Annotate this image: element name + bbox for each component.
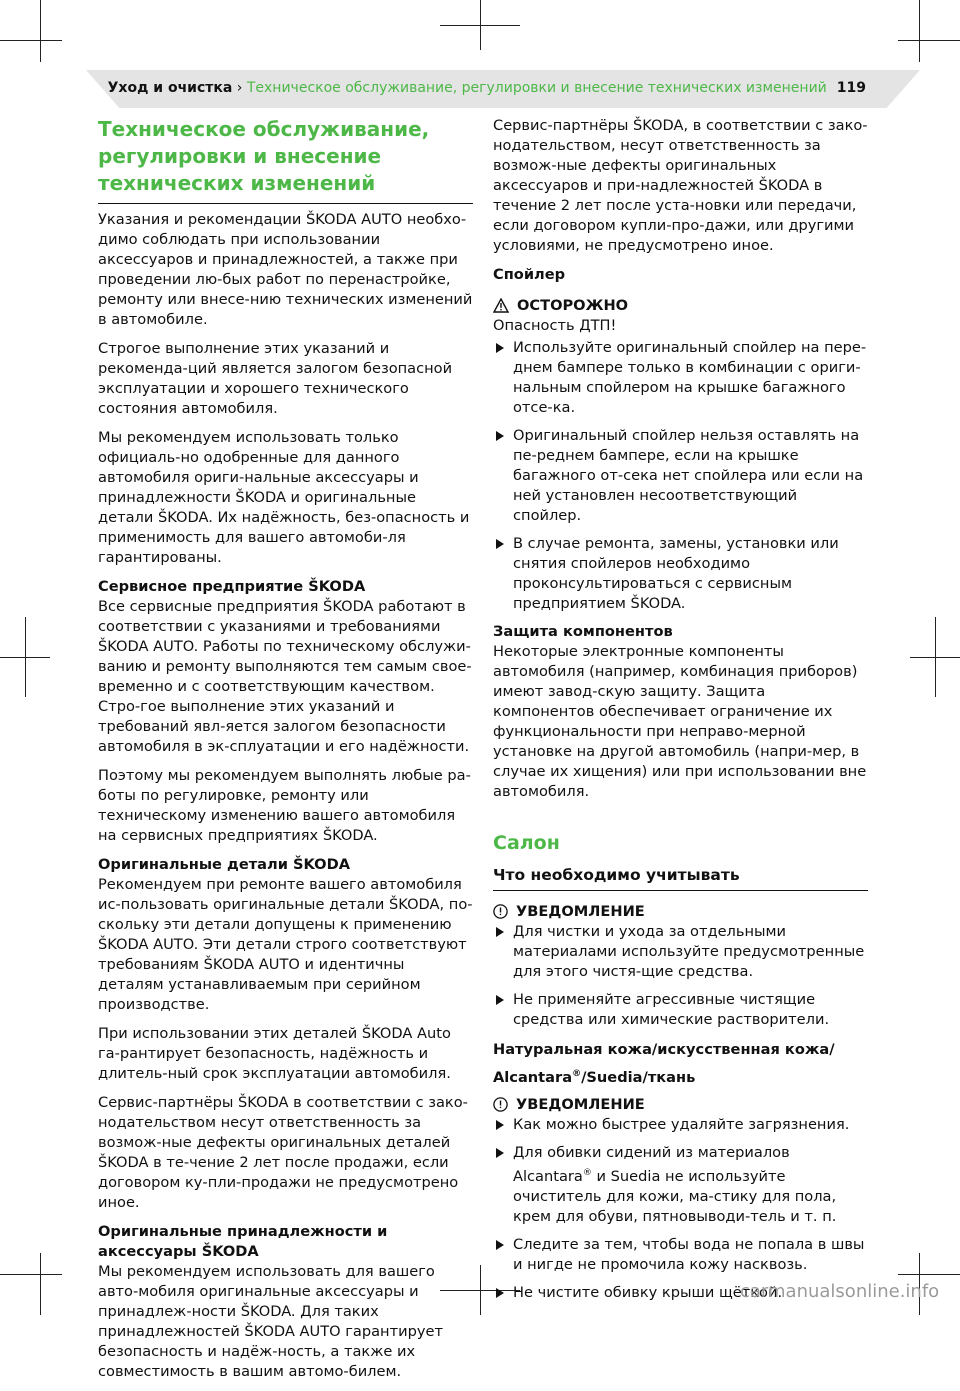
header-section: Уход и очистка bbox=[107, 80, 233, 96]
list-item: Как можно быстрее удаляйте загрязнения. bbox=[493, 1115, 868, 1135]
right-column bbox=[493, 116, 868, 1311]
list-item: В случае ремонта, замены, установки или снятия спойлеров необходимо проконсультироваться с сервисным предприятием ŠKODA. bbox=[493, 534, 868, 614]
notice-icon bbox=[493, 1097, 508, 1112]
header-subsection: Техническое обслуживание, регулировки и внесение технических изменений bbox=[246, 80, 827, 96]
bullet-arrow-icon bbox=[496, 1240, 504, 1250]
consider-heading: Что необходимо учитывать bbox=[493, 866, 868, 891]
protection-text: Некоторые электронные компоненты автомобиля (например, комбинация приборов) имеют завод-скую защиту. Защита компонентов обеспечивает ограничение их функциональности при неправо-мерной установке на другой автомобиль (напри-мер, в случае их хищения) или при использовании вне автомобиля. bbox=[493, 643, 867, 800]
notice-title: УВЕДОМЛЕНИЕ bbox=[493, 1096, 868, 1113]
service-heading: Сервисное предприятие ŠKODA bbox=[98, 578, 366, 595]
leather-heading: Натуральная кожа/искусственная кожа/ Alcantara®/Suedia/ткань bbox=[493, 1041, 835, 1086]
crop-mark bbox=[0, 1274, 62, 1275]
bullet-arrow-icon bbox=[496, 1288, 504, 1298]
notice-title: УВЕДОМЛЕНИЕ bbox=[493, 903, 868, 920]
crop-mark bbox=[40, 0, 41, 62]
caution-title: ОСТОРОЖНО bbox=[493, 297, 868, 314]
accessories-heading: Оригинальные принадлежности и аксессуары ŠKODA bbox=[98, 1223, 388, 1260]
list-item: Для обивки сидений из материалов Alcantara® и Suedia не используйте очиститель для кожи, ма-стику для пола, крем для обуви, пятновыводи-тель и т. п. bbox=[493, 1143, 868, 1227]
paragraph: При использовании этих деталей ŠKODA Auto га-рантирует безопасность, надёжность и длитель-ный срок эксплуатации автомобиля. bbox=[98, 1025, 451, 1082]
paragraph: Мы рекомендуем использовать только официаль-но одобренные для данного автомобиля ориги-нальные аксессуары и принадлежности ŠKODA и оригинальные детали ŠKODA. Их надёжность, без-опасность и применимость для вашего автомоби-ля гарантированы. bbox=[98, 429, 470, 566]
crop-mark bbox=[919, 0, 920, 62]
protection-block bbox=[493, 622, 868, 802]
watermark: carmanualsonline.info bbox=[740, 1281, 940, 1302]
left-column bbox=[98, 116, 473, 1391]
protection-heading: Защита компонентов bbox=[493, 623, 673, 640]
crop-mark bbox=[440, 25, 520, 26]
crop-mark bbox=[0, 657, 50, 658]
bullet-arrow-icon bbox=[496, 1148, 504, 1158]
list-item: Оригинальный спойлер нельзя оставлять на пе-реднем бампере, если на крышке багажного от-сека нет спойлера или если на ней установлен несоответствующий спойлер. bbox=[493, 426, 868, 526]
list-item: Следите за тем, чтобы вода не попала в швы и нигде не промочила кожу насквозь. bbox=[493, 1235, 868, 1275]
page-number: 119 bbox=[836, 80, 866, 96]
warning-icon bbox=[493, 298, 509, 313]
notice-list bbox=[493, 922, 868, 1030]
bullet-arrow-icon bbox=[496, 343, 504, 353]
crop-mark bbox=[898, 1274, 960, 1275]
bullet-arrow-icon bbox=[496, 995, 504, 1005]
notice-icon bbox=[493, 904, 508, 919]
paragraph: Поэтому мы рекомендуем выполнять любые ра-боты по регулировке, ремонту или техническому изменению вашего автомобиля на сервисных предприятиях ŠKODA. bbox=[98, 767, 471, 844]
parts-block bbox=[98, 855, 473, 1015]
list-item: Не чистите обивку крыши щёткой. bbox=[493, 1283, 868, 1303]
list-item: Для чистки и ухода за отдельными материалами используйте предусмотренные для этого чистя-щие средства. bbox=[493, 922, 868, 982]
crop-mark bbox=[40, 1253, 41, 1315]
bullet-arrow-icon bbox=[496, 431, 504, 441]
accessories-text: Мы рекомендуем использовать для вашего авто-мобиля оригинальные аксессуары и принадлеж-ности ŠKODA. Для таких принадлежностей ŠKODA AUTO гарантирует безопасность и надёж-ность, а также их совместимость в вашим автомо-билем. bbox=[98, 1263, 443, 1380]
accessories-block bbox=[98, 1222, 473, 1382]
caution-text: Опасность ДТП! bbox=[493, 317, 617, 334]
paragraph: Указания и рекомендации ŠKODA AUTO необхо-димо соблюдать при использовании аксессуаров и принадлежностей, а также при проведении лю-бых работ по перенастройке, ремонту или внесе-нию технических изменений в автомобиле. bbox=[98, 211, 473, 328]
header-separator: › bbox=[232, 80, 247, 96]
parts-text: Рекомендуем при ремонте вашего автомобиля ис-пользовать оригинальные детали ŠKODA, по-скольку эти детали допущены к применению ŠKODA AUTO. Эти детали строго соответствуют требованиям ŠKODA AUTO и идентичны деталям устанавливаемым при серийном производстве. bbox=[98, 876, 473, 1013]
parts-heading: Оригинальные детали ŠKODA bbox=[98, 856, 350, 873]
paragraph: Строгое выполнение этих указаний и рекоменда-ций является залогом безопасной эксплуатации и хорошего технического состояния автомобиля. bbox=[98, 340, 453, 417]
bullet-arrow-icon bbox=[496, 539, 504, 549]
crop-mark bbox=[910, 657, 960, 658]
running-header bbox=[0, 80, 866, 96]
bullet-arrow-icon bbox=[496, 927, 504, 937]
crop-mark bbox=[898, 40, 960, 41]
list-item: Не применяйте агрессивные чистящие средства или химические растворители. bbox=[493, 990, 868, 1030]
notice-list bbox=[493, 1115, 868, 1303]
paragraph: Сервис-партнёры ŠKODA, в соответствии с зако-нодательством, несут ответственность за возмож-ные дефекты оригинальных аксессуаров и при-надлежностей ŠKODA в течение 2 лет после уста-новки или передачи, если договором купли-про-дажи, или другими условиями, не предусмотрено иное. bbox=[493, 117, 868, 254]
service-text: Все сервисные предприятия ŠKODA работают в соответствии с указаниями и требованиями ŠKODA AUTO. Работы по техническому обслужи-ванию и ремонту выполняются тем самым свое-временно и с соответствующим качеством. Стро-гое выполнение этих указаний и требований явл-яется залогом безопасности автомобиля в эк-сплуатации и его надёжности. bbox=[98, 598, 472, 755]
service-block bbox=[98, 577, 473, 757]
bullet-arrow-icon bbox=[496, 1120, 504, 1130]
caution-list bbox=[493, 338, 868, 614]
paragraph: Сервис-партнёры ŠKODA в соответствии с зако-нодательством несут ответственность за возмож-ные дефекты оригинальных деталей ŠKODA в те-чение 2 лет после продажи, если договором ку-пли-продажи не предусмотрено иное. bbox=[98, 1094, 468, 1211]
crop-mark bbox=[0, 40, 62, 41]
spoiler-heading: Спойлер bbox=[493, 266, 566, 283]
salon-heading: Салон bbox=[493, 832, 560, 854]
page-title: Техническое обслуживание, регулировки и внесение технических изменений bbox=[98, 116, 473, 204]
list-item: Используйте оригинальный спойлер на пере-днем бампере только в комбинации с ориги-нальным спойлером на крышке багажного отсе-ка. bbox=[493, 338, 868, 418]
